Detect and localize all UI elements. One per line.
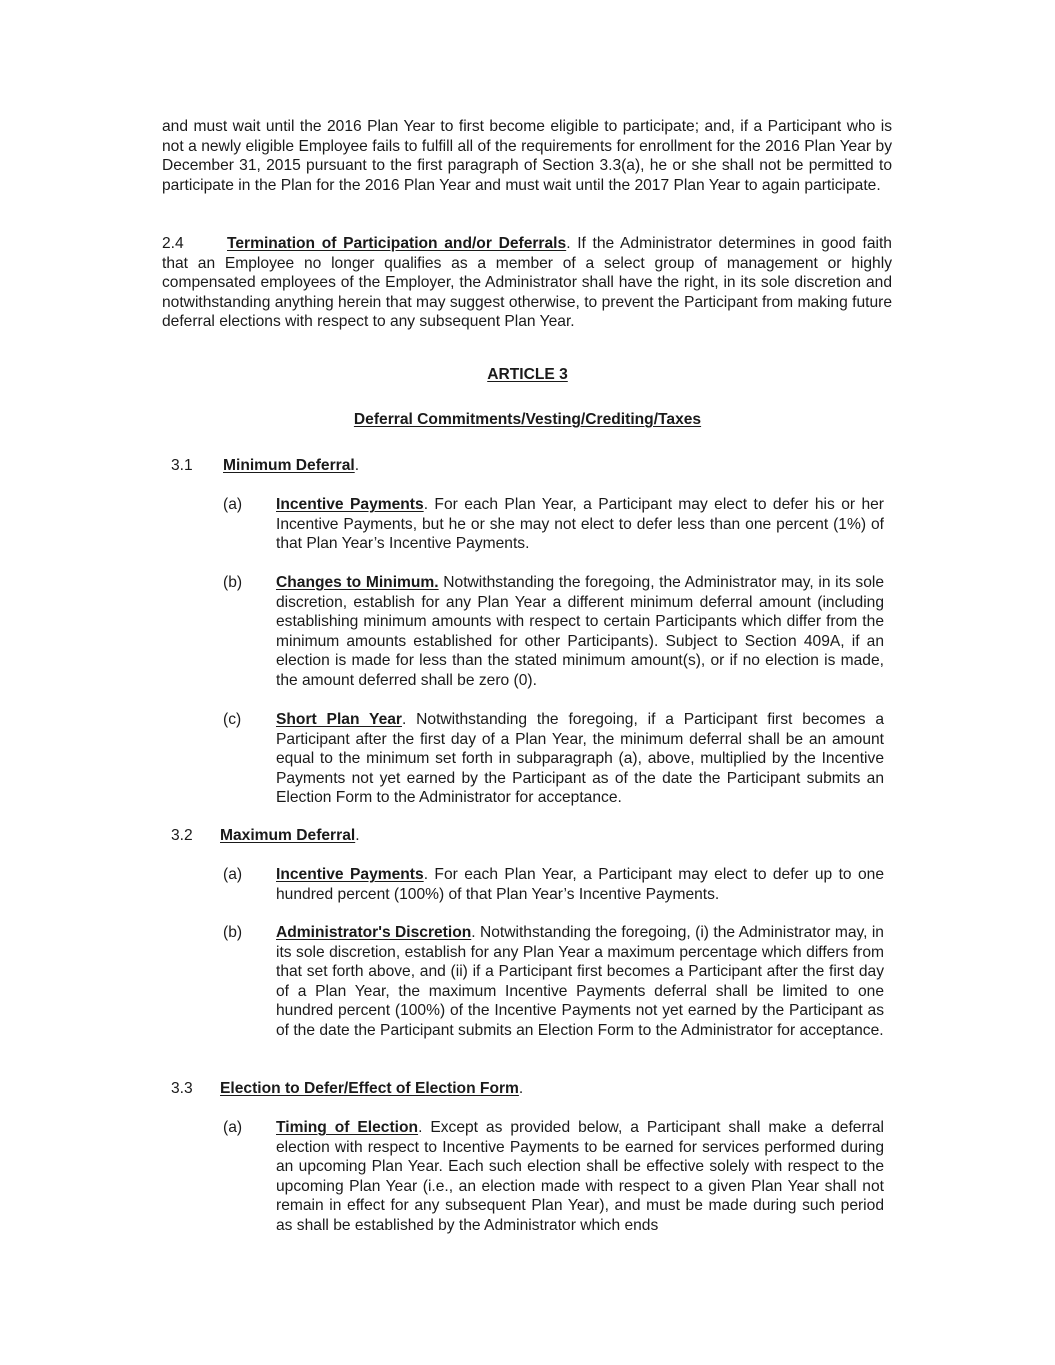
item-text: . Except as provided below, a Participant shall make a deferral election with respect to Incentive Payments to be earned for services performed during an upcoming Plan Year. Each such election shall be effective solely with respect to the upcoming Plan Year (i.e., an election made with respect to a given Plan Year shall not remain in effect for any subsequent Plan Year), and must be made during such period as shall be established by the Administrator which ends <box>276 1119 884 1234</box>
section-number: 3.3 <box>171 1080 193 1097</box>
item-heading: Changes to Minimum. <box>276 574 439 591</box>
section-number: 2.4 <box>162 235 184 252</box>
item-body <box>276 495 884 554</box>
item-heading: Administrator's Discretion <box>276 924 472 941</box>
item-label: (b) <box>223 574 243 591</box>
item-heading: Timing of Election <box>276 1119 419 1136</box>
article-subtitle: Deferral Commitments/Vesting/Crediting/Taxes <box>353 411 702 428</box>
item-text: . For each Plan Year, a Participant may elect to defer his or her Incentive Payments, but he or she may not elect to defer less than one percent (1%) of that Plan Year’s Incentive Payments. <box>276 496 884 553</box>
intro-paragraph: and must wait until the 2016 Plan Year to first become eligible to participate; and, if a Participant who is not a newly eligible Employee fails to fulfill all of the requirements for enrollment for the 2016 Plan Year by December 31, 2015 pursuant to the first paragraph of Section 3.3(a), he or she shall not be permitted to participate in the Plan for the 2016 Plan Year and must wait until the 2017 Plan Year to again participate. <box>162 118 892 194</box>
section-number: 3.1 <box>171 457 193 474</box>
item-text: . Notwithstanding the foregoing, if a Participant first becomes a Participant after the first day of a Plan Year, the minimum deferral shall be an amount equal to the minimum set forth in subparagraph (a), above, multiplied by the Incentive Payments not yet earned by the Participant as of the date the Participant submits an Election Form to the Administrator for acceptance. <box>276 711 884 807</box>
item-label: (b) <box>223 924 243 941</box>
item-body <box>276 573 884 691</box>
section-3-3-heading <box>171 1079 871 1099</box>
section-3-1-heading <box>171 456 871 476</box>
section-text: . If the Administrator determines in good faith that an Employee no longer qualifies as a member of a select group of management or highly compensated employees of the Employer, the Administrator shall have the right, in its sole discretion and notwithstanding anything herein that may suggest otherwise, to prevent the Participant from making future deferral elections with respect to any subsequent Plan Year. <box>162 235 892 331</box>
item-label: (a) <box>223 866 243 883</box>
section-2-4 <box>162 234 892 332</box>
item-text: . Notwithstanding the foregoing, (i) the Administrator may, in its sole discretion, establish for any Plan Year a maximum percentage which differs from that set forth above, and (ii) if a Participant first becomes a Participant after the first day of a Plan Year, the maximum Incentive Payments deferral shall be limited to one hundred percent (100%) of the Incentive Payments not yet earned by the Participant as of the date the Participant submits an Election Form to the Administrator for acceptance. <box>276 924 884 1039</box>
item-label: (a) <box>223 1119 243 1136</box>
article-title: ARTICLE 3 <box>487 366 568 383</box>
section-suffix: . <box>354 457 360 474</box>
item-text: Notwithstanding the foregoing, the Administrator may, in its sole discretion, establish for any Plan Year a different minimum deferral amount (including establishing minimum amounts with respect to certain Participants which differ from the minimum amounts established for other Participants). Subject to Section 409A, if an election is made for less than the stated minimum amount(s), or if no election is made, the amount deferred shall be zero (0). <box>276 574 884 689</box>
section-3-2-heading <box>171 826 871 846</box>
section-suffix: . <box>518 1080 524 1097</box>
section-heading: Maximum Deferral <box>220 827 356 844</box>
item-label: (c) <box>223 711 242 728</box>
item-heading: Incentive Payments <box>276 496 424 513</box>
item-body <box>276 1118 884 1236</box>
item-heading: Short Plan Year <box>276 711 402 728</box>
item-label: (a) <box>223 496 243 513</box>
section-number: 3.2 <box>171 827 193 844</box>
item-body <box>276 710 884 808</box>
section-suffix: . <box>355 827 360 844</box>
section-heading: Termination of Participation and/or Deferrals <box>227 235 567 252</box>
item-heading: Incentive Payments <box>276 866 424 883</box>
item-text: . For each Plan Year, a Participant may elect to defer up to one hundred percent (100%) of that Plan Year’s Incentive Payments. <box>276 866 884 903</box>
section-heading: Minimum Deferral <box>223 457 355 474</box>
item-body <box>276 923 884 1041</box>
item-body <box>276 865 884 904</box>
section-heading: Election to Defer/Effect of Election Form <box>220 1080 519 1097</box>
